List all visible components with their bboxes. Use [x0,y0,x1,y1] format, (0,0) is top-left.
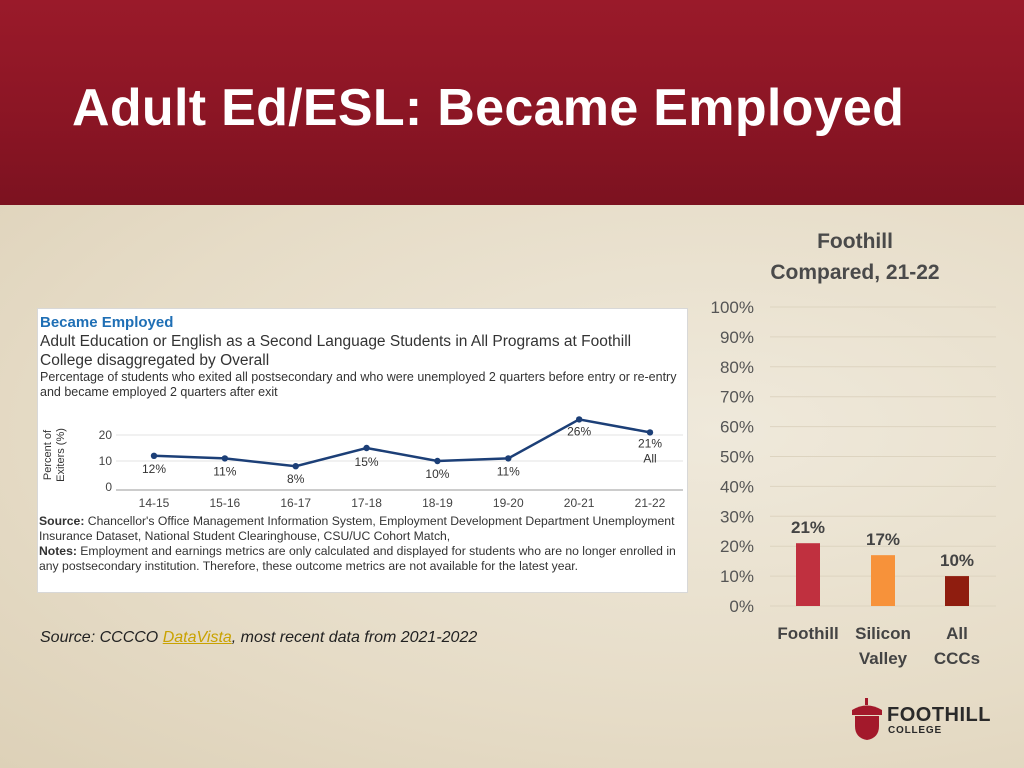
y-tick-label: 20 [98,428,112,442]
foothill-logo [850,698,1000,744]
bar [871,555,895,606]
data-point [363,445,369,451]
notes-label: Notes: [39,544,77,558]
data-point [434,458,440,464]
comparison-title-line1: Foothill [817,230,893,253]
y-tick-label: 0 [105,480,112,494]
x-tick-label: 14-15 [138,496,170,510]
y-tick-label: 0% [729,597,754,616]
data-label: 11% [496,464,520,479]
category-label: Silicon [855,624,911,643]
title-banner [0,0,1024,205]
source-suffix: , most recent data from 2021-2022 [231,629,478,646]
inset-footnotes [39,514,687,574]
y-tick-label: 70% [719,387,754,407]
inset-description: Percentage of students who exited all postsecondary and who were unemployed 2 quarters before entry or re-entry and became employed 2 quarters after exit [40,370,677,399]
source-prefix: Source: CCCCO [40,629,163,646]
y-axis-label-line1: Percent of [42,429,54,481]
slide-title: Adult Ed/ESL: Became Employed [72,79,905,137]
data-point [647,429,653,435]
y-tick-label: 30% [719,507,754,527]
y-tick-label: 40% [719,477,754,497]
y-tick-label: 10 [98,454,112,468]
data-label: 12% [141,461,167,476]
x-tick-label: 20-21 [563,496,595,510]
x-tick-label: 19-20 [492,496,524,510]
datavista-link[interactable]: DataVista [162,629,232,646]
bar [796,543,820,606]
source-text: Chancellor's Office Management Information System, Employment Development Department Unemployment Insurance Dataset, National Student Clearinghouse, CSU/UC Cohort Match, [39,514,675,543]
data-point [505,455,511,461]
data-label: 15% [354,455,379,469]
data-label: 21% [637,436,663,451]
bar [945,576,969,606]
x-tick-label: 16-17 [280,496,312,510]
data-point [151,453,157,459]
category-label: CCCs [933,649,981,668]
y-tick-label: 90% [719,327,754,347]
comparison-title [735,226,975,288]
inset-title: Became Employed [40,314,174,331]
x-tick-label: 18-19 [422,496,453,510]
notes-text: Employment and earnings metrics are only calculated and displayed for students who are no longer enrolled in any postsecondary institution. Therefore, these outcome metrics are not available for the latest year. [39,544,676,573]
y-tick-label: 50% [719,447,754,467]
comparison-title-line2: Compared, 21-22 [770,261,940,284]
y-axis-label-line2: Exiters (%) [55,428,67,482]
logo-wordmark: FOOTHILL [887,704,991,726]
inset-subtitle: Adult Education or English as a Second Language Students in All Programs at Foothill College disaggregated by Overall [40,333,632,369]
bar-value-label: 10% [939,551,975,571]
y-tick-label: 80% [719,357,754,377]
y-tick-label: 10% [719,567,754,587]
acorn-icon [850,698,884,742]
datavista-chart-panel [37,308,688,593]
data-label: 11% [213,464,237,479]
y-tick-label: 20% [719,537,754,557]
bar-value-label: 21% [790,518,826,538]
data-point [576,416,582,422]
source-label: Source: [39,514,85,528]
data-point [293,463,299,469]
logo-subtext: COLLEGE [888,725,942,736]
data-label: 8% [287,472,305,487]
series-name-label: All [643,451,657,466]
x-tick-label: 17-18 [351,496,382,510]
slide-source [40,629,477,647]
y-tick-label: 100% [710,298,754,317]
data-label: 26% [567,424,592,439]
category-label: All [946,624,968,643]
x-tick-label: 21-22 [634,496,666,510]
data-label: 10% [425,467,450,481]
comparison-bar-chart [690,290,1010,680]
line-chart [38,309,687,519]
category-label: Foothill [777,624,839,643]
x-tick-label: 15-16 [209,496,241,510]
bar-value-label: 17% [865,530,901,550]
category-label: Valley [858,649,908,668]
y-tick-label: 60% [719,417,754,437]
data-point [222,455,228,461]
